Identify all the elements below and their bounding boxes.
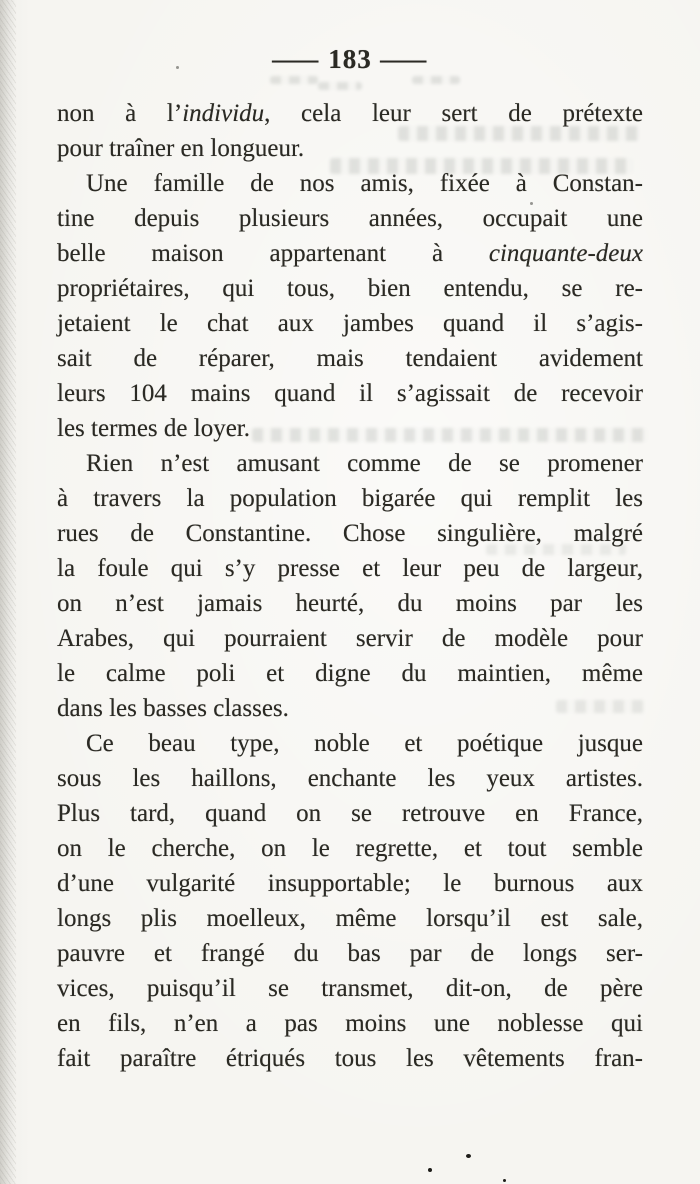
text-line bbox=[57, 551, 643, 586]
text-segment: les termes de loyer. bbox=[57, 415, 250, 442]
text-segment: propriétaires, qui tous, bien entendu, se re- bbox=[57, 275, 643, 302]
ink-speck bbox=[503, 1179, 506, 1182]
text-segment: pauvre et frangé du bas par de longs ser- bbox=[57, 940, 643, 967]
text-segment: on n’est jamais heurté, du moins par les bbox=[57, 590, 643, 617]
text-segment: , cela leur sert de prétexte bbox=[264, 100, 643, 127]
ink-speck bbox=[428, 1168, 432, 1172]
text-segment: la foule qui s’y presse et leur peu de largeur, bbox=[57, 555, 643, 582]
bleed-through-mark bbox=[412, 76, 460, 84]
text-line bbox=[57, 446, 643, 481]
text-segment: belle maison appartenant à bbox=[57, 240, 489, 267]
text-segment: Une famille de nos amis, fixée à Constan- bbox=[86, 170, 643, 197]
text-segment: Ce beau type, noble et poétique jusque bbox=[86, 730, 643, 757]
text-segment: Plus tard, quand on se retrouve en France, bbox=[57, 800, 643, 827]
body-text bbox=[57, 96, 643, 1076]
text-segment: pour traîner en longueur. bbox=[57, 135, 305, 162]
ink-speck bbox=[530, 202, 533, 205]
text-line bbox=[57, 761, 643, 796]
ink-speck bbox=[176, 66, 179, 69]
text-line bbox=[57, 936, 643, 971]
text-line bbox=[57, 96, 643, 131]
text-segment: Rien n’est amusant comme de se promener bbox=[86, 450, 643, 477]
text-line bbox=[57, 621, 643, 656]
text-line bbox=[57, 586, 643, 621]
bleed-through-mark bbox=[318, 82, 362, 90]
text-segment: rues de Constantine. Chose singulière, malgré bbox=[57, 520, 643, 547]
text-line bbox=[57, 901, 643, 936]
text-segment: Arabes, qui pourraient servir de modèle pour bbox=[57, 625, 643, 652]
text-line bbox=[57, 201, 643, 236]
text-line bbox=[57, 306, 643, 341]
text-line bbox=[57, 796, 643, 831]
text-segment: sous les haillons, enchante les yeux artistes. bbox=[57, 765, 643, 792]
text-line bbox=[57, 166, 643, 201]
text-segment: le calme poli et digne du maintien, même bbox=[57, 660, 643, 687]
text-segment: sait de réparer, mais tendaient avidement bbox=[57, 345, 643, 372]
text-segment: dans les basses classes. bbox=[57, 695, 289, 722]
text-segment: en fils, n’en a pas moins une noblesse qui bbox=[57, 1010, 643, 1037]
text-segment: jetaient le chat aux jambes quand il s’agis- bbox=[57, 310, 643, 337]
scan-edge-shadow bbox=[0, 0, 16, 1184]
text-line bbox=[57, 656, 643, 691]
text-line bbox=[57, 271, 643, 306]
text-line bbox=[57, 411, 643, 446]
ink-speck bbox=[466, 1154, 471, 1158]
text-line bbox=[57, 516, 643, 551]
text-segment: d’une vulgarité insupportable; le burnous aux bbox=[57, 870, 643, 897]
text-line bbox=[57, 726, 643, 761]
text-line bbox=[57, 971, 643, 1006]
text-segment: fait paraître étriqués tous les vêtements fran- bbox=[57, 1045, 643, 1072]
text-segment: leurs 104 mains quand il s’agissait de recevoir bbox=[57, 380, 643, 407]
page-number: 183 bbox=[328, 44, 372, 74]
bleed-through-mark bbox=[270, 76, 318, 84]
text-line bbox=[57, 1006, 643, 1041]
text-line bbox=[57, 341, 643, 376]
text-line bbox=[57, 236, 643, 271]
header-dash-left: — bbox=[272, 44, 321, 74]
text-line bbox=[57, 1041, 643, 1076]
text-segment: non à l’ bbox=[57, 100, 183, 127]
text-segment: longs plis moelleux, même lorsqu’il est sale, bbox=[57, 905, 643, 932]
text-line bbox=[57, 481, 643, 516]
text-line bbox=[57, 376, 643, 411]
text-line bbox=[57, 866, 643, 901]
text-segment: on le cherche, on le regrette, et tout semble bbox=[57, 835, 643, 862]
text-line bbox=[57, 131, 643, 166]
page-header bbox=[0, 44, 700, 75]
header-dash-right: — bbox=[379, 44, 428, 74]
text-segment: vices, puisqu’il se transmet, dit-on, de père bbox=[57, 975, 643, 1002]
text-segment: à travers la population bigarée qui remplit les bbox=[57, 485, 643, 512]
text-segment: tine depuis plusieurs années, occupait une bbox=[57, 205, 643, 232]
italic-text: cinquante-deux bbox=[488, 240, 643, 267]
text-line bbox=[57, 831, 643, 866]
italic-text: individu bbox=[182, 100, 265, 127]
text-line bbox=[57, 691, 643, 726]
